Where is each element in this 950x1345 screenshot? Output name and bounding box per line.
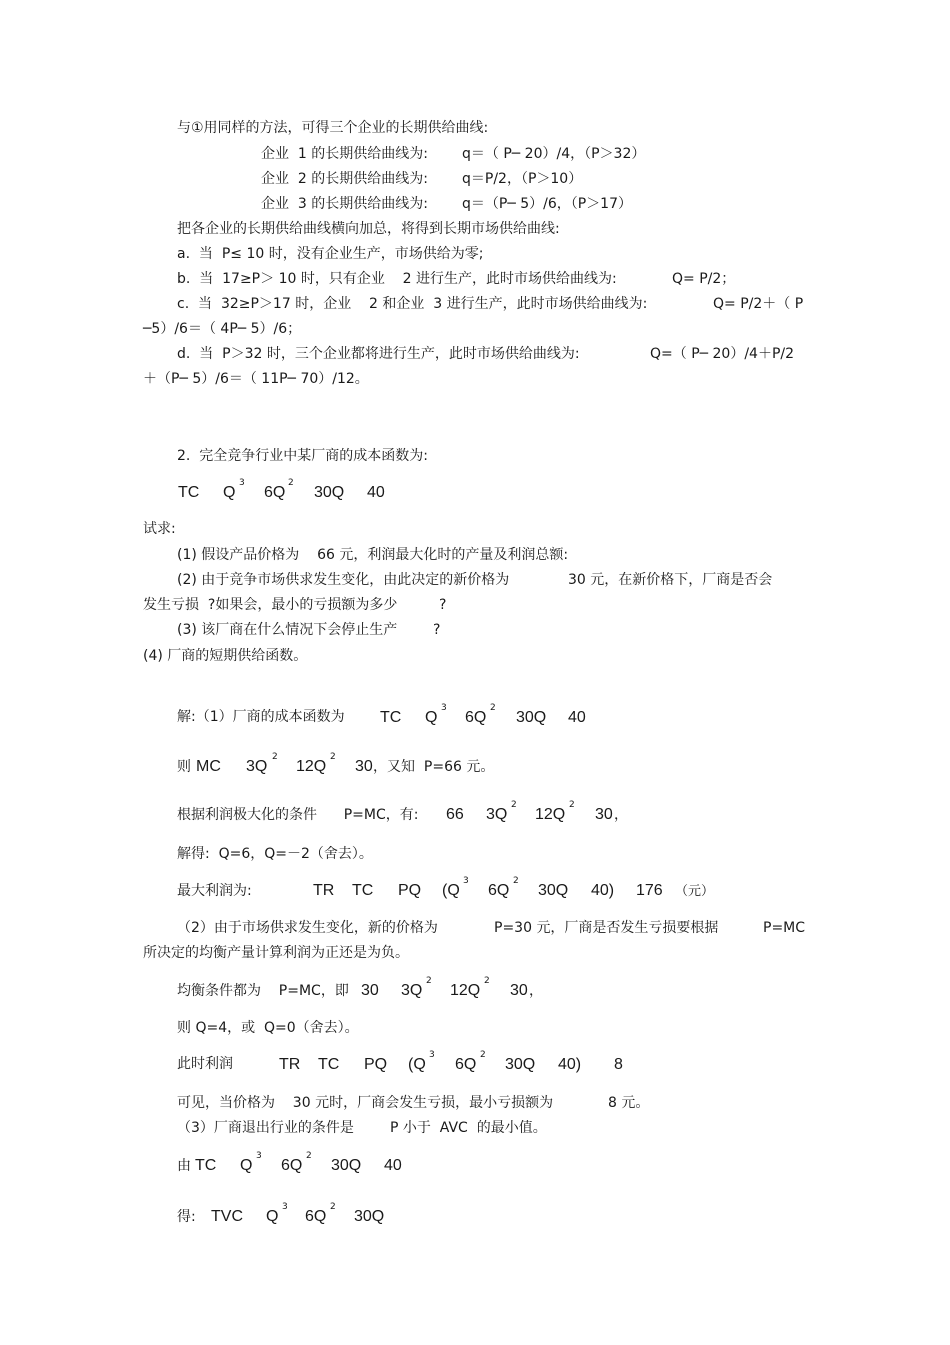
now-30q: 30Q (505, 1056, 536, 1073)
ask-line: 试求: (143, 521, 176, 537)
mc-e1: 2 (272, 752, 278, 762)
question-4: (4) 厂商的短期供给函数。 (143, 648, 308, 664)
now-label: 此时利润 (177, 1056, 233, 1072)
sol1-tc: TC (380, 709, 402, 726)
sol1-30q: 30Q (516, 709, 547, 726)
from-q: Q (240, 1157, 253, 1174)
eq-3q: 3Q (401, 982, 423, 999)
cond-tail: ， (614, 807, 628, 823)
firm3-formula: q＝（P─ 5）/6，（P＞17） (462, 196, 632, 212)
eq-solve: 则 Q=4，或 Q=0（舍去）。 (177, 1020, 359, 1036)
cond-3q: 3Q (486, 806, 508, 823)
from-e1: 3 (256, 1151, 262, 1161)
loss-amount: 8 元。 (608, 1095, 650, 1111)
profit-tr: TR (313, 882, 335, 899)
p3-line: （3）厂商退出行业的条件是 (177, 1120, 354, 1136)
cost-tc: TC (178, 484, 200, 501)
from-tc: TC (195, 1157, 217, 1174)
case-d-formula: Q=（ P─ 20）/4＋P/2 (650, 346, 795, 362)
aggregate-line: 把各企业的长期供给曲线横向加总，将得到长期市场供给曲线: (177, 221, 560, 237)
profit-pq: PQ (398, 882, 422, 899)
case-d: d. 当 P＞32 时，三个企业都将进行生产，此时市场供给曲线为: (177, 346, 580, 362)
profit-e1: 3 (463, 876, 469, 886)
get-q: Q (266, 1208, 279, 1225)
cond-30: 30 (595, 806, 613, 823)
profit-unit: （元） (675, 884, 715, 899)
sol1-6q: 6Q (465, 709, 487, 726)
mc-mc: MC (196, 758, 221, 775)
cond-e2: 2 (569, 800, 575, 810)
case-d-cont: ＋（P─ 5）/6＝（ 11P─ 70）/12。 (143, 371, 369, 387)
case-a: a. 当 P≤ 10 时，没有企业生产，市场供给为零; (177, 246, 484, 262)
cond-e1: 2 (511, 800, 517, 810)
cond-12q: 12Q (535, 806, 566, 823)
sol1-label: 解:（1）厂商的成本函数为 (177, 709, 345, 725)
p3-cond: P 小于 AVC 的最小值。 (390, 1120, 547, 1136)
case-c: c. 当 32≥P＞17 时，企业 2 和企业 3 进行生产，此时市场供给曲线为: (177, 296, 648, 312)
cost-6q-exp: 2 (288, 478, 294, 488)
profit-q: (Q (442, 882, 460, 899)
intro-line: 与①用同样的方法，可得三个企业的长期供给曲线: (177, 120, 489, 136)
profit-tc: TC (352, 882, 374, 899)
mc-label: 则 (177, 759, 191, 775)
solve-line: 解得: Q=6，Q=－2（舍去）。 (177, 846, 373, 862)
sol1-q: Q (425, 709, 438, 726)
now-40: 40) (558, 1056, 582, 1073)
problem2-title: 2. 完全竞争行业中某厂商的成本函数为: (177, 448, 428, 464)
case-c-formula: Q= P/2＋（ P (713, 296, 804, 312)
get-e2: 2 (330, 1202, 336, 1212)
from-6q: 6Q (281, 1157, 303, 1174)
now-tr: TR (279, 1056, 301, 1073)
cond-66: 66 (446, 806, 464, 823)
p2-line-a: （2）由于市场供求发生变化，新的价格为 (177, 920, 438, 936)
cond-label: 根据利润极大化的条件 P=MC，有: (177, 807, 419, 823)
mc-30: 30 (355, 758, 373, 775)
profit-176: 176 (636, 882, 663, 899)
now-6q: 6Q (455, 1056, 477, 1073)
eq-30: 30 (361, 982, 379, 999)
from-40: 40 (384, 1157, 402, 1174)
cost-q-exp: 3 (239, 478, 245, 488)
firm2-label: 企业 2 的长期供给曲线为: (261, 171, 428, 187)
question-3: (3) 该厂商在什么情况下会停止生产 (177, 622, 398, 638)
profit-e2: 2 (513, 876, 519, 886)
p2-line-b: P=30 元，厂商是否发生亏损要根据 (494, 920, 719, 936)
loss-line: 可见，当价格为 30 元时，厂商会发生亏损，最小亏损额为 (177, 1095, 554, 1111)
now-e2: 2 (480, 1050, 486, 1060)
cost-30q: 30Q (314, 484, 345, 501)
question-1: (1) 假设产品价格为 66 元，利润最大化时的产量及利润总额: (177, 547, 569, 563)
sol1-40: 40 (568, 709, 586, 726)
mc-3q: 3Q (246, 758, 268, 775)
now-e1: 3 (429, 1050, 435, 1060)
firm1-formula: q＝（ P─ 20）/4，（P＞32） (462, 146, 646, 162)
now-pq: PQ (364, 1056, 388, 1073)
firm3-label: 企业 3 的长期供给曲线为: (261, 196, 428, 212)
firm2-formula: q＝P/2，（P＞10） (462, 171, 583, 187)
question-2c: 发生亏损 ?如果会，最小的亏损额为多少 (143, 597, 398, 613)
profit-label: 最大利润为: (177, 883, 252, 899)
mc-tail: ，又知 P=66 元。 (373, 759, 495, 775)
cost-6q: 6Q (264, 484, 286, 501)
question-2b: 30 元，在新价格下，厂商是否会 (568, 572, 773, 588)
get-30q: 30Q (354, 1208, 385, 1225)
eq-30b: 30 (510, 982, 528, 999)
sol1-e2: 2 (490, 703, 496, 713)
eq-e1: 2 (426, 976, 432, 986)
now-tc: TC (318, 1056, 340, 1073)
get-6q: 6Q (305, 1208, 327, 1225)
from-label: 由 (177, 1158, 191, 1174)
eq-e2: 2 (484, 976, 490, 986)
case-b-formula: Q= P/2； (672, 271, 736, 287)
p2-line-d: 所决定的均衡产量计算利润为正还是为负。 (143, 945, 409, 961)
firm1-label: 企业 1 的长期供给曲线为: (261, 146, 428, 162)
get-e1: 3 (282, 1202, 288, 1212)
profit-30q: 30Q (538, 882, 569, 899)
p2-line-c: P=MC (763, 920, 806, 936)
eq-tail: ， (529, 983, 543, 999)
profit-6q: 6Q (488, 882, 510, 899)
get-label: 得: (177, 1209, 196, 1225)
cost-q: Q (223, 484, 236, 501)
now-q: (Q (408, 1056, 426, 1073)
question-2a: (2) 由于竞争市场供求发生变化，由此决定的新价格为 (177, 572, 510, 588)
now-8: 8 (614, 1056, 623, 1073)
eq-label: 均衡条件都为 P=MC，即 (177, 983, 349, 999)
get-tvc: TVC (211, 1208, 243, 1225)
from-e2: 2 (306, 1151, 312, 1161)
question-2d: ? (439, 597, 447, 613)
case-c-cont: ─5）/6＝（ 4P─ 5）/6； (143, 321, 302, 337)
mc-12q: 12Q (296, 758, 327, 775)
from-30q: 30Q (331, 1157, 362, 1174)
mc-e2: 2 (330, 752, 336, 762)
sol1-e1: 3 (441, 703, 447, 713)
cost-const: 40 (367, 484, 385, 501)
eq-12q: 12Q (450, 982, 481, 999)
profit-40: 40) (591, 882, 615, 899)
case-b: b. 当 17≥P＞ 10 时，只有企业 2 进行生产，此时市场供给曲线为: (177, 271, 617, 287)
question-3b: ? (433, 622, 441, 638)
